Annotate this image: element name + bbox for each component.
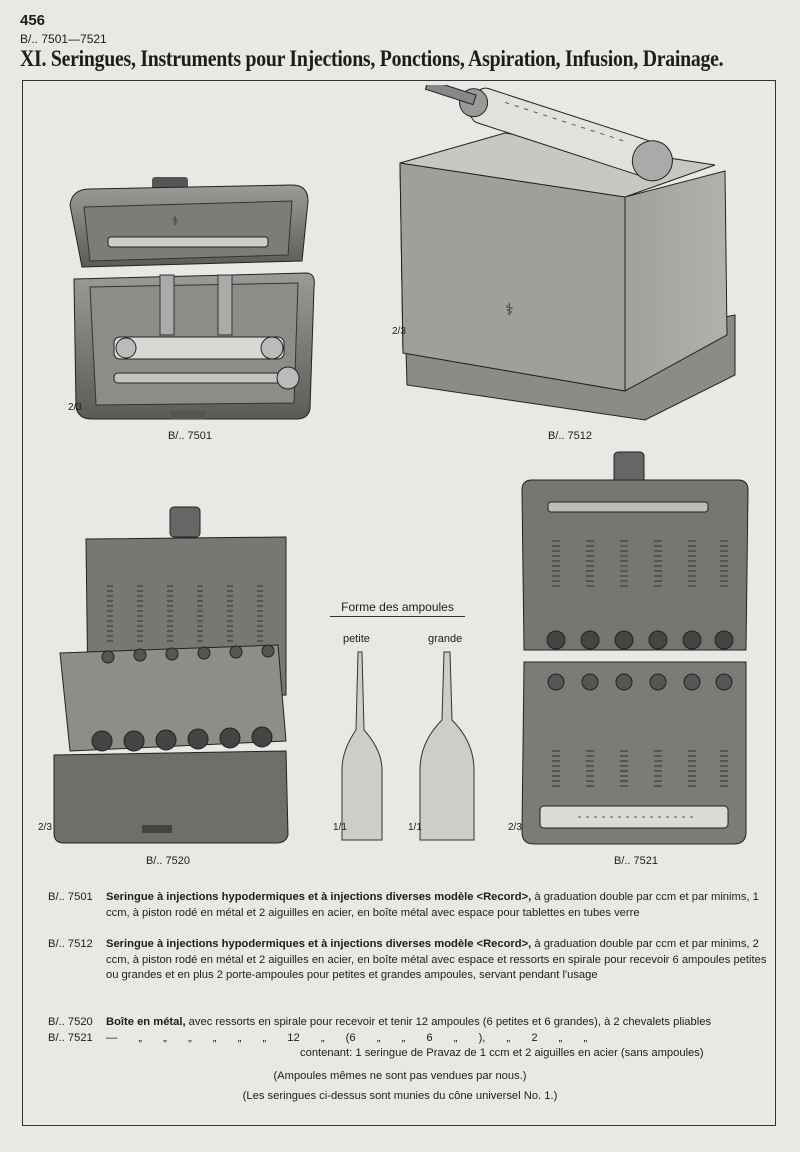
scale-7501: 2/3 [68, 402, 82, 413]
caption-7501: B/.. 7501 [167, 430, 213, 442]
description-7501 [48, 890, 770, 937]
figure-7520-ampoule-box [50, 505, 295, 845]
description-body: avec ressorts en spirale pour recevoir et tenir 12 ampoules (6 petites et 6 grandes), à 2 chevalets pliables [185, 1016, 712, 1028]
ampoule-small-label: petite [343, 633, 370, 645]
ampoule-shapes-heading [330, 600, 465, 617]
description-body: — „ „ „ „ „ „ 12 „ (6 „ „ 6 „ ), „ 2 „ „ [106, 1032, 588, 1044]
description-7521 [48, 1031, 770, 1047]
page-title: XI. Seringues, Instruments pour Injections, Ponctions, Aspiration, Infusion, Drainage. [20, 46, 724, 71]
scale-7520: 2/3 [38, 822, 52, 833]
svg-text:⚕: ⚕ [172, 214, 179, 228]
description-code: B/.. 7501 [48, 891, 93, 903]
page-number: 456 [20, 12, 46, 29]
description-code: B/.. 7521 [48, 1032, 93, 1044]
description-body: à graduation double par ccm et par minims, 2 ccm, à piston rodé en métal et 2 aiguilles en acier, en boîte métal avec espace et ressorts en spirale pour recevoir 6 ampoules petites ou grandes et en plus 2 porte-ampoules pour petites et grandes ampoules, servant pendant l'usage [106, 938, 767, 981]
figure-7512-syringe-box [395, 85, 740, 430]
large-ampoule-scale: 1/1 [408, 822, 422, 833]
description-7520 [48, 1015, 770, 1031]
figure-7521-ampoule-syringe-box [518, 450, 750, 850]
caption-7512: B/.. 7512 [547, 430, 593, 442]
figure-7501-syringe-case [60, 175, 320, 425]
page-reference: B/.. 7501—7521 [20, 32, 107, 46]
cone-note: (Les seringues ci-dessus sont munies du cône universel No. 1.) [242, 1090, 558, 1102]
ampoule-shapes-title: Forme des ampoules [341, 600, 454, 614]
description-heading: Seringue à injections hypodermiques et à injections diverses modèle <Record>, [106, 938, 532, 950]
description-heading: Boîte en métal, [106, 1016, 186, 1028]
ampoule-large-label: grande [428, 633, 463, 645]
caption-7521: B/.. 7521 [613, 855, 659, 867]
scale-7521: 2/3 [508, 822, 522, 833]
large-ampoule-drawing [418, 650, 478, 845]
scale-7512: 2/3 [392, 326, 406, 337]
caption-7520: B/.. 7520 [145, 855, 191, 867]
description-code: B/.. 7512 [48, 938, 93, 950]
description-heading: Seringue à injections hypodermiques et à injections diverses modèle <Record>, [106, 891, 532, 903]
svg-text:⚕: ⚕ [505, 302, 514, 319]
description-body: à graduation double par ccm et par minims, 1 ccm, à piston rodé en métal et 2 aiguilles en acier, en boîte métal avec espace pour tablettes en tubes verre [106, 891, 759, 919]
small-ampoule-scale: 1/1 [333, 822, 347, 833]
contents-line: contenant: 1 seringue de Pravaz de 1 ccm et 2 aiguilles en acier (sans ampoules) [300, 1047, 704, 1059]
small-ampoule-drawing [338, 650, 388, 845]
description-code: B/.. 7520 [48, 1016, 93, 1028]
ampoules-note: (Ampoules mêmes ne sont pas vendues par nous.) [273, 1070, 527, 1082]
description-7512 [48, 937, 770, 1015]
product-descriptions [48, 890, 770, 1047]
